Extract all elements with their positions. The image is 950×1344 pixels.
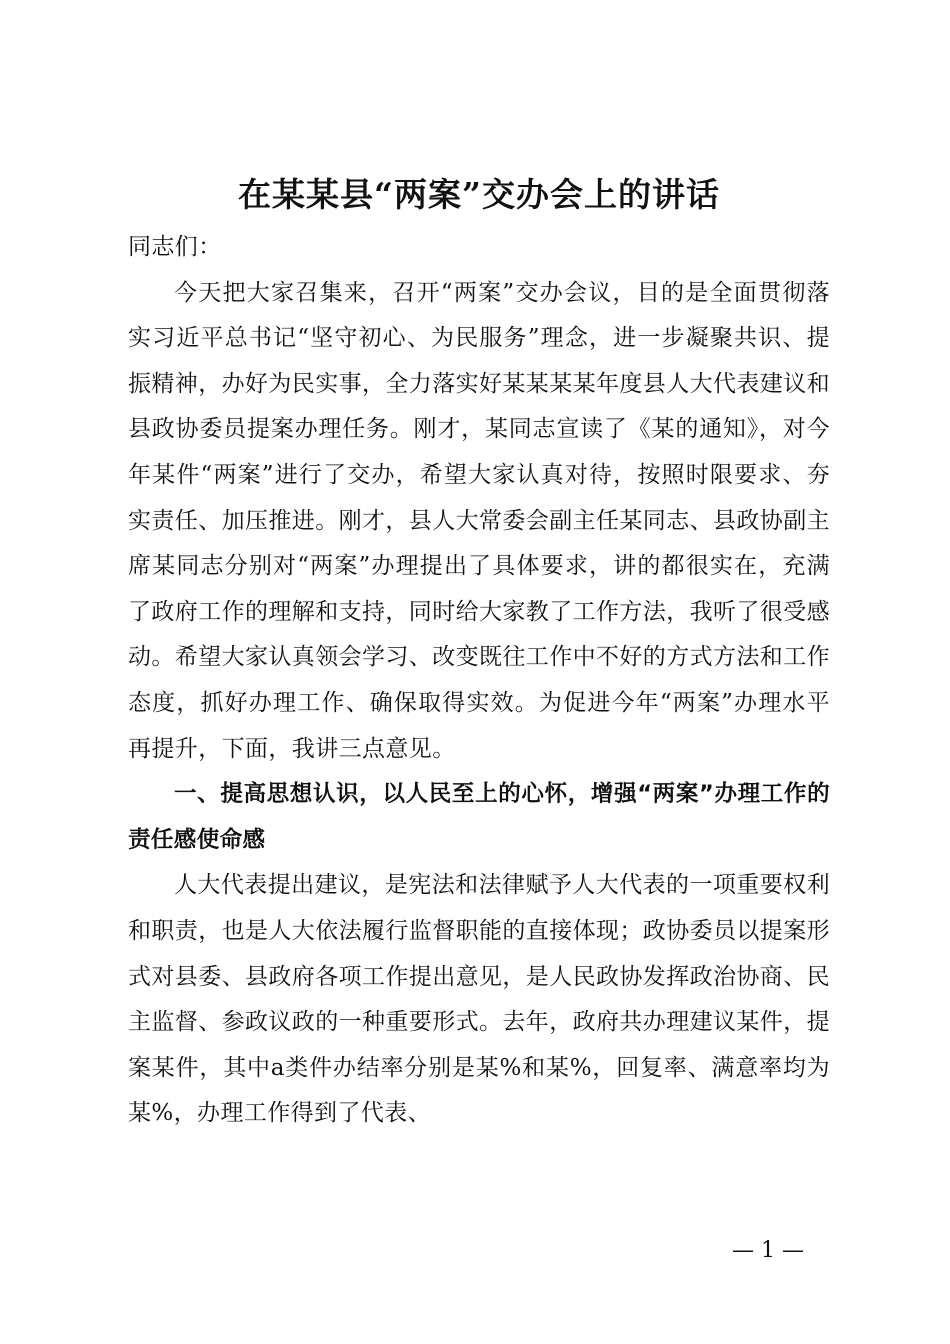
section-paragraph: 人大代表提出建议，是宪法和法律赋予人大代表的一项重要权利和职责，也是人大依法履行监督职能的直接体现；政协委员以提案形式对县委、县政府各项工作提出意见，是人民政协发挥政治协商、民主监督、参政议政的一种重要形式。去年，政府共办理建议某件，提案某件，其中a类件办结率分别是某%和某%，回复率、满意率均为某%，办理工作得到了代表、 <box>128 872 830 1127</box>
opening-paragraph: 今天把大家召集来，召开“两案”交办会议，目的是全面贯彻落实习近平总书记“坚守初心、为民服务”理念，进一步凝聚共识、提振精神，办好为民实事，全力落实好某某某某年度县人大代表建议和县政协委员提案办理任务。刚才，某同志宣读了《某的通知》，对今年某件“两案”进行了交办，希望大家认真对待，按照时限要求、夯实责任、加压推进。刚才，县人大常委会副主任某同志、县政协副主席某同志分别对“两案”办理提出了具体要求，讲的都很实在，充满了政府工作的理解和支持，同时给大家教了工作方法，我听了很受感动。希望大家认真领会学习、改变既往工作中不好的方式方法和工作态度，抓好办理工作、确保取得实效。为促进今年“两案”办理水平再提升，下面，我讲三点意见。 <box>128 279 830 762</box>
salutation: 同志们： <box>128 234 222 260</box>
document-body <box>128 225 830 1137</box>
section-heading: 一、提高思想认识，以人民至上的心怀，增强“两案”办理工作的责任感使命感 <box>128 781 830 853</box>
document-title: 在某某县“两案”交办会上的讲话 <box>238 175 720 214</box>
page-number: — 1 — <box>732 1238 804 1263</box>
